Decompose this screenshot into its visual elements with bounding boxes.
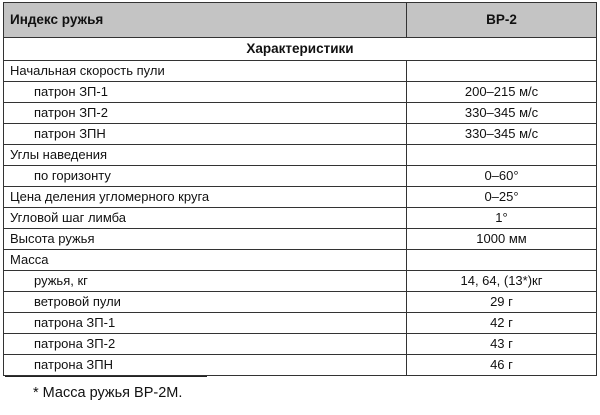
row-value: 0–60° (407, 166, 597, 187)
row-value: 14, 64, (13*)кг (407, 271, 597, 292)
table-row (4, 334, 597, 355)
table-row (4, 250, 597, 271)
row-value (407, 250, 597, 271)
row-label: Цена деления угломерного круга (4, 187, 407, 208)
row-value: 0–25° (407, 187, 597, 208)
row-label: ружья, кг (4, 271, 407, 292)
row-label: Углы наведения (4, 145, 407, 166)
row-value (407, 61, 597, 82)
row-value: 1000 мм (407, 229, 597, 250)
table-row (4, 313, 597, 334)
row-value: 43 г (407, 334, 597, 355)
row-label: патрон ЗП-2 (4, 103, 407, 124)
row-label: патрон ЗПН (4, 124, 407, 145)
row-value: 1° (407, 208, 597, 229)
table-row (4, 208, 597, 229)
table-row (4, 166, 597, 187)
table-header-row (4, 3, 597, 38)
row-label: Масса (4, 250, 407, 271)
row-label: патрона ЗПН (4, 355, 407, 376)
header-label: Индекс ружья (4, 3, 407, 38)
table-row (4, 292, 597, 313)
table-row (4, 355, 597, 376)
table-row (4, 229, 597, 250)
row-label: Угловой шаг лимба (4, 208, 407, 229)
table-row (4, 82, 597, 103)
table-row (4, 103, 597, 124)
row-value: 29 г (407, 292, 597, 313)
row-value: 42 г (407, 313, 597, 334)
spec-table (3, 2, 597, 376)
section-row (4, 38, 597, 61)
footnote-rule (5, 376, 207, 377)
row-label: патрона ЗП-2 (4, 334, 407, 355)
row-label: Начальная скорость пули (4, 61, 407, 82)
row-label: ветровой пули (4, 292, 407, 313)
table-row (4, 124, 597, 145)
section-title: Характеристики (4, 38, 597, 61)
table-row (4, 271, 597, 292)
table-row (4, 61, 597, 82)
footnote (3, 376, 223, 401)
row-value: 46 г (407, 355, 597, 376)
row-value: 330–345 м/с (407, 124, 597, 145)
row-value: 200–215 м/с (407, 82, 597, 103)
row-label: патрона ЗП-1 (4, 313, 407, 334)
footnote-text: * Масса ружья ВР-2М. (33, 385, 183, 401)
row-label: Высота ружья (4, 229, 407, 250)
header-value: ВР-2 (407, 3, 597, 38)
table-row (4, 145, 597, 166)
row-value (407, 145, 597, 166)
row-value: 330–345 м/с (407, 103, 597, 124)
row-label: патрон ЗП-1 (4, 82, 407, 103)
row-label: по горизонту (4, 166, 407, 187)
table-row (4, 187, 597, 208)
